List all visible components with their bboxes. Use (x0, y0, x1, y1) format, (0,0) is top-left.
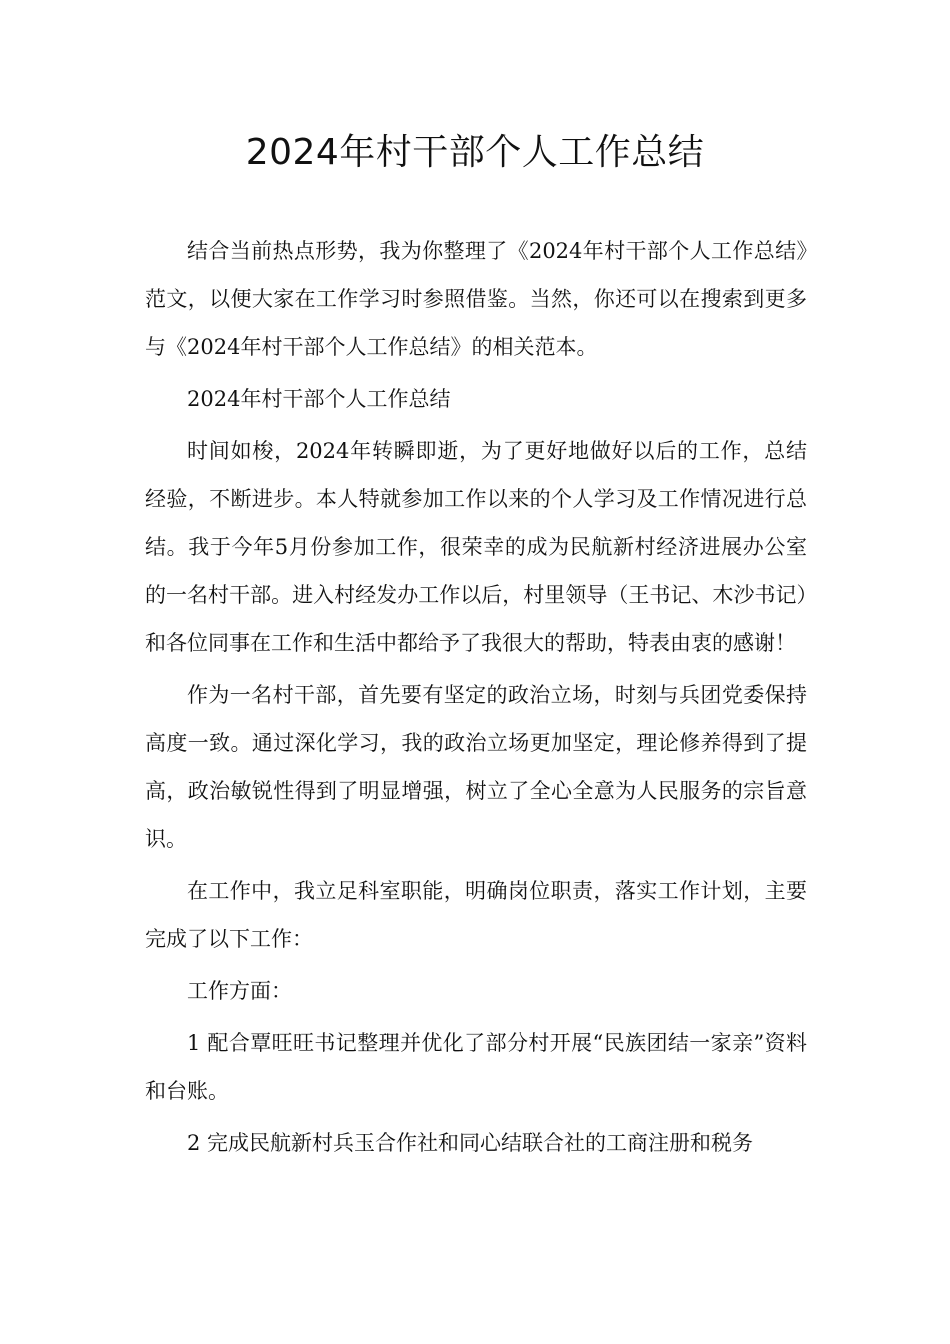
paragraph-work-heading: 工作方面： (187, 979, 292, 1003)
paragraph-summary: 时间如梭，2024年转瞬即逝，为了更好地做好以后的工作，总结经验，不断进步。本人特就参加工作以来的个人学习及工作情况进行总结。我于今年5月份参加工作，很荣幸的成为民航新村经济进展办公室的一名村干部。进入村经发办工作以后，村里领导（王书记、木沙书记）和各位同事在工作和生活中都给予了我很大的帮助，特表由衷的感谢！ (145, 439, 807, 655)
paragraph-work-intro: 在工作中，我立足科室职能，明确岗位职责，落实工作计划，主要完成了以下工作： (145, 879, 807, 951)
paragraph-item-1: 1 配合覃旺旺书记整理并优化了部分村开展“民族团结一家亲”资料和台账。 (145, 1031, 807, 1103)
paragraph-subtitle: 2024年村干部个人工作总结 (187, 387, 451, 411)
paragraph-political-stance: 作为一名村干部，首先要有坚定的政治立场，时刻与兵团党委保持高度一致。通过深化学习，我的政治立场更加坚定，理论修养得到了提高，政治敏锐性得到了明显增强，树立了全心全意为人民服务的宗旨意识。 (145, 683, 807, 851)
document-body (145, 227, 807, 1171)
document-title: 2024年村干部个人工作总结 (245, 132, 705, 173)
paragraph-item-2: 2 完成民航新村兵玉合作社和同心结联合社的工商注册和税务 (187, 1131, 754, 1155)
paragraph-intro: 结合当前热点形势，我为你整理了《2024年村干部个人工作总结》范文，以便大家在工作学习时参照借鉴。当然，你还可以在搜索到更多与《2024年村干部个人工作总结》的相关范本。 (145, 239, 807, 359)
